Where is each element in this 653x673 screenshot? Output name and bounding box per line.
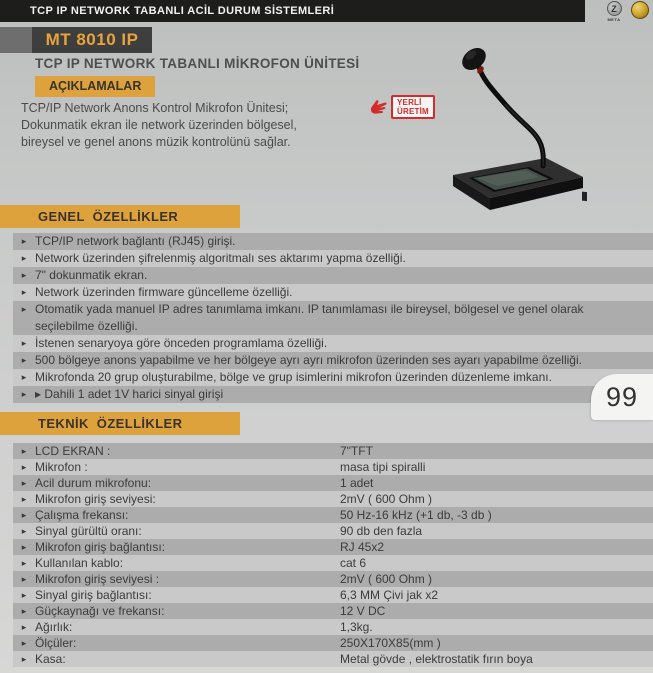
feature-list [13,233,653,403]
bullet-arrow-icon: ▸ [21,638,27,648]
spec-value: 50 Hz-16 kHz (+1 db, -3 db ) [340,508,492,522]
spec-label: LCD EKRAN : [35,444,111,458]
gold-seal-icon [631,1,649,19]
section-heading-teknik-ozellikler: TEKNİK ÖZELLİKLER [0,412,240,435]
spec-row [13,459,653,475]
feature-row [13,233,653,250]
feature-row [13,369,653,386]
spec-value: RJ 45x2 [340,540,385,554]
feature-text: TCP/IP network bağlantı (RJ45) girişi. [35,234,236,248]
spec-value: 6,3 MM Çivi jak x2 [340,588,439,602]
bullet-arrow-icon: ▸ [21,236,27,246]
bullet-arrow-icon: ▸ [21,253,27,263]
spec-row [13,507,653,523]
yerli-uretim-badge [367,95,435,119]
spec-label: Mikrofon giriş seviyesi : [35,572,160,586]
meta-logo-icon: Z META [603,1,625,22]
bullet-arrow-icon: ▸ [21,542,27,552]
spec-row [13,619,653,635]
spec-label: Sinyal gürültü oranı: [35,524,142,538]
bullet-arrow-icon: ▸ [21,462,27,472]
description-line: Dokunmatik ekran ile network üzerinden bölgesel, [21,118,297,132]
spec-table [13,443,653,667]
feature-row [13,352,653,369]
bullet-arrow-icon: ▸ [21,622,27,632]
spec-row [13,651,653,667]
bullet-arrow-icon: ▸ [21,270,27,280]
bullet-arrow-icon: ▸ [21,574,27,584]
bullet-arrow-icon: ▸ [21,372,27,382]
page-number-bubble [591,374,653,420]
spec-label: Mikrofon giriş seviyesi: [35,492,156,506]
feature-text: 500 bölgeye anons yapabilme ve her bölgeye ayrı ayrı mikrofon üzerinden ses ayarı yapabilme özelliği. [35,353,582,367]
hand-icon [367,96,389,118]
feature-text: ▸ Dahili 1 adet 1V harici sinyal girişi [35,387,224,401]
description-text [21,100,297,151]
spec-row [13,491,653,507]
bullet-arrow-icon: ▸ [21,494,27,504]
bullet-arrow-icon: ▸ [21,510,27,520]
feature-text: Network üzerinden şifrelenmiş algoritmalı ses aktarımı yapma özelliği. [35,251,406,265]
spec-row [13,587,653,603]
feature-row [13,267,653,284]
spec-value: 1 adet [340,476,374,490]
spec-value: 2mV ( 600 Ohm ) [340,572,433,586]
bullet-arrow-icon: ▸ [21,355,27,365]
spec-label: Ağırlık: [35,620,73,634]
feature-text: 7" dokunmatik ekran. [35,268,148,282]
spec-row [13,571,653,587]
description-line: TCP/IP Network Anons Kontrol Mikrofon Ünitesi; [21,101,289,115]
spec-label: Acil durum mikrofonu: [35,476,152,490]
bullet-arrow-icon: ▸ [21,287,27,297]
feature-text: Otomatik yada manuel IP adres tanımlama imkanı. IP tanımlaması ile bireysel, bölgesel ve genel olarak seçilebilme özelliği. [35,302,584,333]
bullet-arrow-icon: ▸ [21,338,27,348]
spec-row [13,539,653,555]
bullet-arrow-icon: ▸ [21,558,27,568]
spec-value: masa tipi spiralli [340,460,426,474]
feature-row [13,386,653,403]
feature-row [13,335,653,352]
spec-label: Mikrofon giriş bağlantısı: [35,540,166,554]
spec-value: 90 db den fazla [340,524,423,538]
model-name: MT 8010 IP [45,30,139,49]
spec-value: Metal gövde , elektrostatik fırın boya [340,652,533,666]
spec-row [13,475,653,491]
model-box [32,27,152,53]
bullet-arrow-icon: ▸ [21,304,27,314]
spec-label: Çalışma frekansı: [35,508,129,522]
badge-text-box [391,95,435,119]
section-heading-aciklamalar: AÇIKLAMALAR [35,76,155,97]
feature-text: İstenen senaryoya göre önceden programlama özelliği. [35,336,328,350]
spec-label: Güçkaynağı ve frekansı: [35,604,165,618]
top-bar [0,0,585,22]
section-heading-genel-ozellikler: GENEL ÖZELLİKLER [0,205,240,228]
spec-value: 250X170X85(mm ) [340,636,441,650]
spec-value: 7"TFT [340,444,373,458]
spec-value: 1,3kg. [340,620,373,634]
feature-text: Mikrofonda 20 grup oluşturabilme, bölge ve grup isimlerini mikrofon üzerinden düzenleme imkanı. [35,370,552,384]
spec-label: Kasa: [35,652,66,666]
bullet-arrow-icon: ▸ [21,389,27,399]
spec-value: 12 V DC [340,604,386,618]
spec-row [13,443,653,459]
feature-row [13,301,653,335]
spec-row [13,523,653,539]
bullet-arrow-icon: ▸ [21,478,27,488]
brand-logos [603,1,649,22]
badge-line: YERLİ [397,98,422,107]
spec-value: 2mV ( 600 Ohm ) [340,492,433,506]
spec-label: Mikrofon : [35,460,88,474]
page-title: TCP IP NETWORK TABANLI ACİL DURUM SİSTEMLERİ [30,5,335,17]
spec-value: cat 6 [340,556,367,570]
bullet-arrow-icon: ▸ [21,526,27,536]
bullet-arrow-icon: ▸ [21,606,27,616]
bullet-arrow-icon: ▸ [21,654,27,664]
product-image-microphone [433,42,598,217]
spec-row [13,635,653,651]
feature-row [13,284,653,301]
page-number: 99 [605,381,639,412]
description-line: bireysel ve genel anons müzik kontrolünü sağlar. [21,135,291,149]
spec-row [13,603,653,619]
spec-row [13,555,653,571]
badge-line: ÜRETİM [397,107,429,116]
bullet-arrow-icon: ▸ [21,446,27,456]
spec-label: Ölçüler: [35,636,77,650]
spec-label: Kullanılan kablo: [35,556,124,570]
product-subtitle: TCP IP NETWORK TABANLI MİKROFON ÜNİTESİ [35,56,360,71]
spec-label: Sinyal giriş bağlantısı: [35,588,152,602]
bullet-arrow-icon: ▸ [21,590,27,600]
feature-text: Network üzerinden firmware güncelleme özelliği. [35,285,293,299]
feature-row [13,250,653,267]
